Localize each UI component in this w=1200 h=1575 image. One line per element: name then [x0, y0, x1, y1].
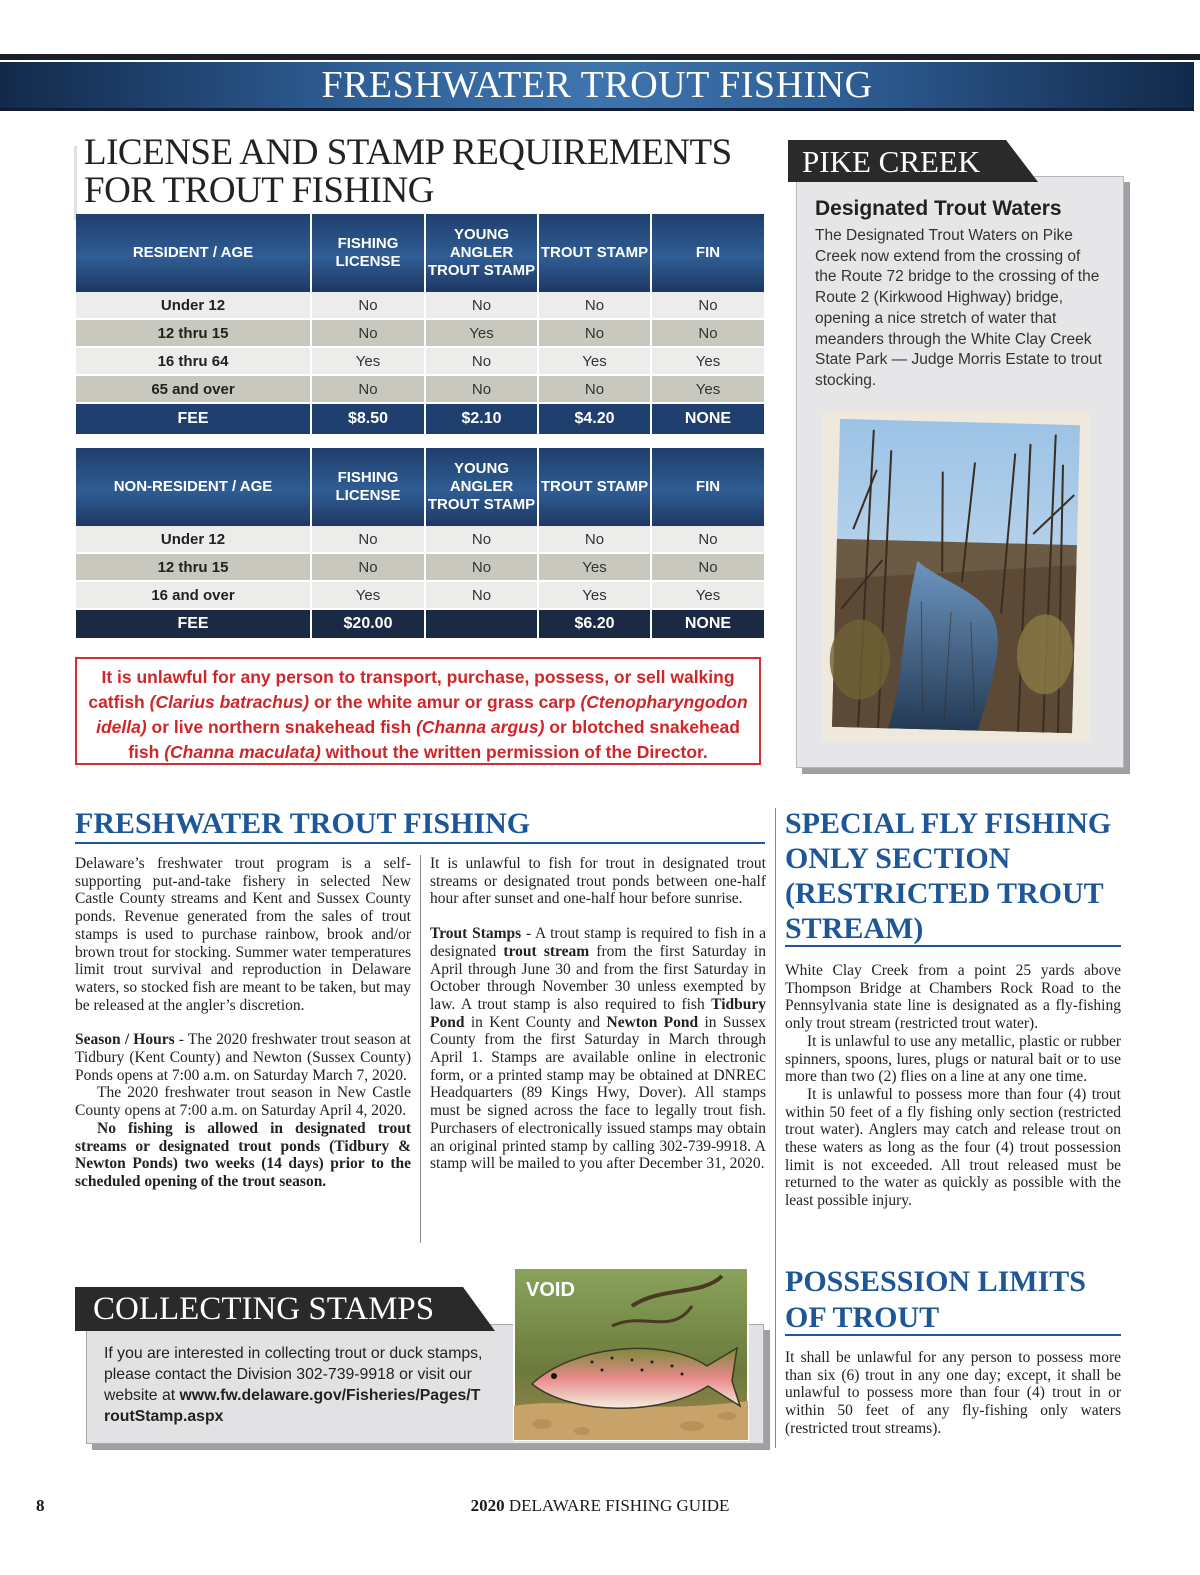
fly-fishing-column	[785, 962, 1121, 1210]
table-cell: No	[311, 319, 425, 347]
table-cell: FEE	[76, 403, 311, 435]
table-cell: No	[425, 553, 538, 581]
col-header: FISHING LICENSE	[311, 214, 425, 292]
possession-column	[785, 1349, 1121, 1438]
table-row	[76, 581, 764, 609]
warning-text: or blotched snakehead fish	[128, 717, 740, 762]
no-fishing-notice: No fishing is allowed in designated trout streams or designated trout ponds (Tidbury & Newton Ponds) two weeks (14 days) prior to the scheduled opening of the trout season.	[75, 1119, 411, 1190]
trout-stamp-image	[512, 1266, 750, 1442]
page-banner	[0, 62, 1194, 111]
possession-heading-rule	[785, 1334, 1121, 1336]
stamps-text: from the first Saturday in April through June 30 and from the first Saturday in October through November 30 unless exempted by law. A trout stamp is also required to fish	[430, 942, 766, 1013]
col-header: NON-RESIDENT / AGE	[76, 448, 311, 526]
table-cell: No	[538, 319, 651, 347]
table-row	[76, 553, 764, 581]
possession-paragraph: It shall be unlawful for any person to possess more than six (6) trout in any one day; except, it shall be unlawful to possess more than four (4) trout in or within 50 feet of any fly-fishing only waters (restricted trout streams).	[785, 1349, 1121, 1437]
fly-paragraph: White Clay Creek from a point 25 yards above Thompson Bridge at Chambers Rock Road to the Pennsylvania state line is designated as a fly-fishing only trout stream (restricted trout water).	[785, 962, 1121, 1033]
season-text: - The 2020 freshwater trout season at Tidbury (Kent County) and Newton (Sussex County) Ponds opens at 7:00 a.m. on Saturday March 7, 2020.	[75, 1031, 411, 1084]
stamp-void-label: VOID	[526, 1279, 575, 1301]
warning-text: or live northern snakehead fish	[146, 717, 417, 737]
table-cell: $6.20	[538, 609, 651, 639]
table-cell: No	[425, 292, 538, 319]
fee-row	[76, 403, 764, 435]
article-heading-rule	[75, 842, 765, 844]
fee-row	[76, 609, 764, 639]
table-cell: No	[425, 581, 538, 609]
banner-top-rule	[0, 54, 1200, 60]
season-paragraph	[75, 1031, 411, 1084]
banner-title: FRESHWATER TROUT FISHING	[321, 64, 873, 106]
article-paragraph: The 2020 freshwater trout season in New Castle County opens at 7:00 a.m. on Saturday April 4, 2020.	[75, 1084, 411, 1120]
table-cell: 65 and over	[76, 375, 311, 403]
pike-creek-tab-label: PIKE CREEK	[802, 144, 981, 179]
col-header: TROUT STAMP	[538, 214, 651, 292]
table-row	[76, 319, 764, 347]
column-divider	[775, 808, 776, 1448]
table-cell: $4.20	[538, 403, 651, 435]
table-cell: No	[311, 553, 425, 581]
license-title-line2: FOR TROUT FISHING	[84, 170, 434, 211]
stamps-text: in Kent County and	[464, 1013, 607, 1031]
warning-text: or the white amur or grass carp	[309, 692, 581, 712]
nonresident-license-table	[76, 448, 764, 640]
table-cell: No	[311, 375, 425, 403]
col-header: FISHING LICENSE	[311, 448, 425, 526]
stamps-text: in Sussex County from the first Saturday in March through April 1. Stamps are available online in electronic form, or a printed stamp may be obtained at DNREC Headquarters (89 Kings Hwy, Dover). All stamps must be signed across the face to legally trout fish. Purchasers of electronically issued stamps may obtain an original printed stamp by calling 302-739-9918. A stamp will be mailed to you after December 31, 2020.	[430, 1013, 766, 1173]
table-cell: FEE	[76, 609, 311, 639]
footer-title	[0, 1496, 1200, 1516]
paragraph-gap	[430, 908, 766, 925]
species-name: (Channa argus)	[416, 717, 545, 737]
fly-paragraph: It is unlawful to possess more than four (4) trout within 50 feet of a fly fishing only section (restricted trout water). Anglers may catch and release trout on these waters as long as the four (4) trout possession limit is not exceeded. All trout released must be returned to the water as quickly as possible with the least possible injury.	[785, 1085, 1121, 1210]
page-number: 8	[36, 1496, 45, 1515]
paragraph-gap	[75, 1014, 411, 1031]
license-title-line1: LICENSE AND STAMP REQUIREMENTS	[84, 132, 732, 173]
table-cell: No	[311, 292, 425, 319]
pike-creek-text: The Designated Trout Waters on Pike Creek now extend from the crossing of the Route 72 bridge to the crossing of the Route 2 (Kirkwood Highway) bridge, opening a nice stretch of water that meanders through the White Clay Creek State Park — Judge Morris Estate to trout stocking.	[815, 227, 1102, 389]
table-cell: Yes	[425, 319, 538, 347]
table-header-row	[76, 214, 764, 292]
col-header: FIN	[651, 448, 764, 526]
table-cell: No	[425, 526, 538, 553]
table-cell: 12 thru 15	[76, 553, 311, 581]
pike-creek-heading: Designated Trout Waters	[815, 197, 1062, 220]
table-cell: $2.10	[425, 403, 538, 435]
species-name: (Channa maculata)	[164, 742, 321, 762]
footer-guide-name: DELAWARE FISHING GUIDE	[504, 1496, 730, 1515]
trout-stamps-label: Trout Stamps	[430, 925, 522, 943]
table-cell: No	[651, 553, 764, 581]
table-cell: $8.50	[311, 403, 425, 435]
table-cell: Under 12	[76, 526, 311, 553]
possession-heading: POSSESSION LIMITS OF TROUT	[785, 1265, 1086, 1334]
table-cell: No	[538, 375, 651, 403]
collecting-text: If you are interested in collecting trout or duck stamps, please contact the Division 302-739-9918 or visit our website at	[104, 1345, 483, 1404]
column-divider	[420, 855, 421, 1243]
stamps-bold: Tidbury Pond	[430, 995, 766, 1031]
resident-license-table	[76, 214, 764, 436]
table-cell: No	[538, 526, 651, 553]
table-cell	[425, 609, 538, 639]
article-paragraph: Delaware’s freshwater trout program is a self-supporting put-and-take fishery in selected New Castle County streams and Kent and Sussex County ponds. Revenue generated from the sales of trout stamps is used to purchase rainbow, brook and/or brown trout for stocking. Summer water temperatures limit trout survival and reproduction in Delaware waters, so stocked fish are meant to be taken, but may be released at the angler’s discretion.	[75, 855, 411, 1014]
table-row	[76, 292, 764, 319]
table-cell: $20.00	[311, 609, 425, 639]
table-cell: No	[538, 292, 651, 319]
table-cell: No	[651, 292, 764, 319]
table-cell: Yes	[538, 347, 651, 375]
collecting-stamps-text	[104, 1343, 484, 1427]
table-cell: No	[651, 319, 764, 347]
article-column-2	[430, 855, 766, 1173]
stamps-bold: trout stream	[503, 942, 590, 960]
trout-stamps-paragraph	[430, 925, 766, 1173]
table-cell: NONE	[651, 609, 764, 639]
season-label: Season / Hours	[75, 1031, 175, 1049]
table-row	[76, 375, 764, 403]
license-title-rule	[74, 146, 77, 220]
table-cell: No	[311, 526, 425, 553]
article-heading: FRESHWATER TROUT FISHING	[75, 807, 531, 840]
col-header: RESIDENT / AGE	[76, 214, 311, 292]
col-header: YOUNG ANGLER TROUT STAMP	[425, 448, 538, 526]
pike-creek-photo	[822, 412, 1090, 742]
stamps-text: - A trout stamp is required to fish in a designated	[430, 925, 766, 960]
warning-text: without the written permission of the Director.	[320, 742, 708, 762]
footer-year: 2020	[470, 1496, 505, 1515]
table-header-row	[76, 448, 764, 526]
table-cell: 16 thru 64	[76, 347, 311, 375]
table-cell: 12 thru 15	[76, 319, 311, 347]
table-row	[76, 347, 764, 375]
table-cell: No	[425, 375, 538, 403]
species-name: (Clarius batrachus)	[149, 692, 310, 712]
col-header: TROUT STAMP	[538, 448, 651, 526]
table-cell: Yes	[311, 581, 425, 609]
article-paragraph: It is unlawful to fish for trout in designated trout streams or designated trout ponds between one-half hour after sunset and one-half hour before sunrise.	[430, 855, 766, 908]
table-cell: 16 and over	[76, 581, 311, 609]
table-row	[76, 526, 764, 553]
col-header: YOUNG ANGLER TROUT STAMP	[425, 214, 538, 292]
article-column-1	[75, 855, 411, 1191]
license-title	[84, 134, 774, 210]
table-cell: No	[425, 347, 538, 375]
website-link[interactable]: www.fw.delaware.gov/Fisheries/Pages/TroutStamp.aspx	[104, 1387, 481, 1425]
table-cell: Yes	[651, 581, 764, 609]
col-header: FIN	[651, 214, 764, 292]
table-cell: Under 12	[76, 292, 311, 319]
table-cell: Yes	[311, 347, 425, 375]
fly-fishing-heading-rule	[785, 945, 1121, 947]
table-cell: NONE	[651, 403, 764, 435]
unlawful-species-warning	[75, 657, 761, 765]
table-cell: Yes	[538, 581, 651, 609]
table-cell: No	[651, 526, 764, 553]
collecting-stamps-tab-label: COLLECTING STAMPS	[93, 1291, 435, 1327]
table-cell: Yes	[651, 347, 764, 375]
species-name: (Ctenopharyngodon idella)	[96, 692, 748, 737]
warning-text: It is unlawful for any person to transport, purchase, possess, or sell walking catfish	[88, 667, 735, 712]
table-cell: Yes	[538, 553, 651, 581]
fly-fishing-heading: SPECIAL FLY FISHING ONLY SECTION (RESTRICTED TROUT STREAM)	[785, 807, 1112, 945]
table-cell: Yes	[651, 375, 764, 403]
stamps-bold: Newton Pond	[606, 1013, 699, 1031]
fly-paragraph: It is unlawful to use any metallic, plastic or rubber spinners, spoons, lures, plugs or natural bait or to use more than two (2) flies on a line at any one time.	[785, 1032, 1121, 1086]
